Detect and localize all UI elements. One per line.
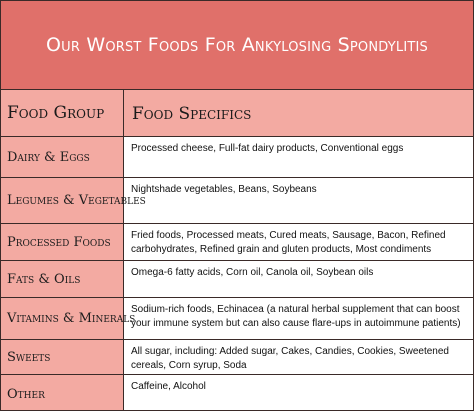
food-group-cell: Processed Foods: [1, 224, 124, 260]
title-banner: [1, 1, 473, 89]
table-row: [1, 298, 473, 340]
page-title: Our Worst Foods For Ankylosing Spondylitis: [45, 34, 429, 56]
table-header-row: [1, 90, 473, 137]
table-row: [1, 137, 473, 178]
table-row: [1, 340, 473, 375]
food-specifics-cell: Caffeine, Alcohol: [131, 381, 206, 392]
food-group-cell: Other: [1, 375, 124, 411]
food-specifics-cell: Omega-6 fatty acids, Corn oil, Canola oil, Soybean oils: [131, 267, 374, 278]
header-food-specifics: Food Specifics: [124, 90, 473, 136]
food-group-cell: Fats & Oils: [1, 261, 124, 297]
table-row: [1, 178, 473, 224]
food-specifics-cell: Nightshade vegetables, Beans, Soybeans: [131, 184, 317, 195]
table-row: [1, 261, 473, 298]
food-group-cell: Sweets: [1, 340, 124, 374]
food-group-cell: Dairy & Eggs: [1, 137, 124, 177]
food-group-cell: Vitamins & Minerals: [1, 298, 124, 339]
food-specifics-cell: Fried foods, Processed meats, Cured meats, Sausage, Bacon, Refined carbohydrates, Refined grain and gluten products, Most condiments: [131, 230, 446, 255]
food-specifics-cell: All sugar, including: Added sugar, Cakes, Candies, Cookies, Sweetened cereals, Corn syrup, Soda: [131, 346, 449, 371]
header-food-group: Food Group: [1, 90, 124, 136]
food-specifics-cell: Sodium-rich foods, Echinacea (a natural herbal supplement that can boost your immune system but can also cause flare-ups in autoimmune patients): [131, 304, 461, 329]
food-specifics-cell: Processed cheese, Full-fat dairy products, Conventional eggs: [131, 143, 404, 154]
food-table: [1, 89, 473, 411]
table-row: [1, 375, 473, 411]
food-group-cell: Legumes & Vegetables: [1, 178, 124, 223]
table-row: [1, 224, 473, 261]
